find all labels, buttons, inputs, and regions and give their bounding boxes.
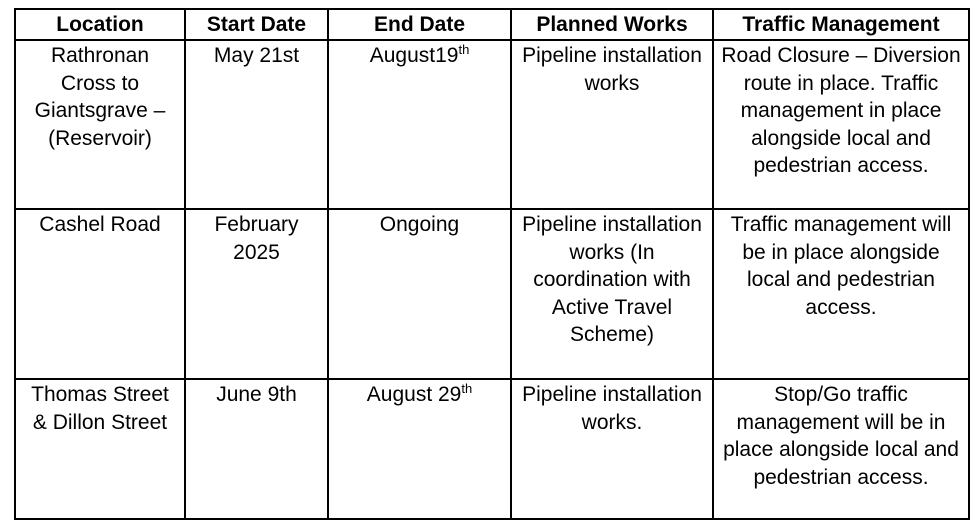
traffic-management-cell: Stop/Go traffic management will be in place alongside local and pedestrian access. bbox=[713, 379, 969, 519]
end-date-cell bbox=[328, 209, 511, 379]
end-date-cell bbox=[328, 379, 511, 519]
table-row bbox=[15, 209, 969, 379]
header-location: Location bbox=[15, 9, 185, 40]
header-row bbox=[15, 9, 969, 40]
traffic-management-cell: Traffic management will be in place alongside local and pedestrian access. bbox=[713, 209, 969, 379]
table-row bbox=[15, 40, 969, 209]
location-cell: Rathronan Cross to Giantsgrave – (Reservoir) bbox=[15, 40, 185, 209]
planned-works-cell: Pipeline installation works bbox=[511, 40, 713, 209]
planned-works-table bbox=[14, 8, 970, 520]
traffic-management-cell: Road Closure – Diversion route in place. Traffic management in place alongside local and pedestrian access. bbox=[713, 40, 969, 209]
location-cell: Cashel Road bbox=[15, 209, 185, 379]
planned-works-cell: Pipeline installation works. bbox=[511, 379, 713, 519]
end-date-text: Ongoing bbox=[379, 213, 460, 236]
header-traffic-management: Traffic Management bbox=[713, 9, 969, 40]
end-date-text: August19 bbox=[369, 44, 459, 67]
end-date-ordinal-suffix: th bbox=[461, 381, 473, 396]
header-planned-works: Planned Works bbox=[511, 9, 713, 40]
header-end-date: End Date bbox=[328, 9, 511, 40]
table-row bbox=[15, 379, 969, 519]
end-date-cell bbox=[328, 40, 511, 209]
header-start-date: Start Date bbox=[185, 9, 328, 40]
end-date-ordinal-suffix: th bbox=[458, 42, 470, 57]
start-date-cell: May 21st bbox=[185, 40, 328, 209]
start-date-cell: February 2025 bbox=[185, 209, 328, 379]
end-date-text: August 29 bbox=[366, 383, 462, 406]
planned-works-cell: Pipeline installation works (In coordination with Active Travel Scheme) bbox=[511, 209, 713, 379]
start-date-cell: June 9th bbox=[185, 379, 328, 519]
location-cell: Thomas Street & Dillon Street bbox=[15, 379, 185, 519]
